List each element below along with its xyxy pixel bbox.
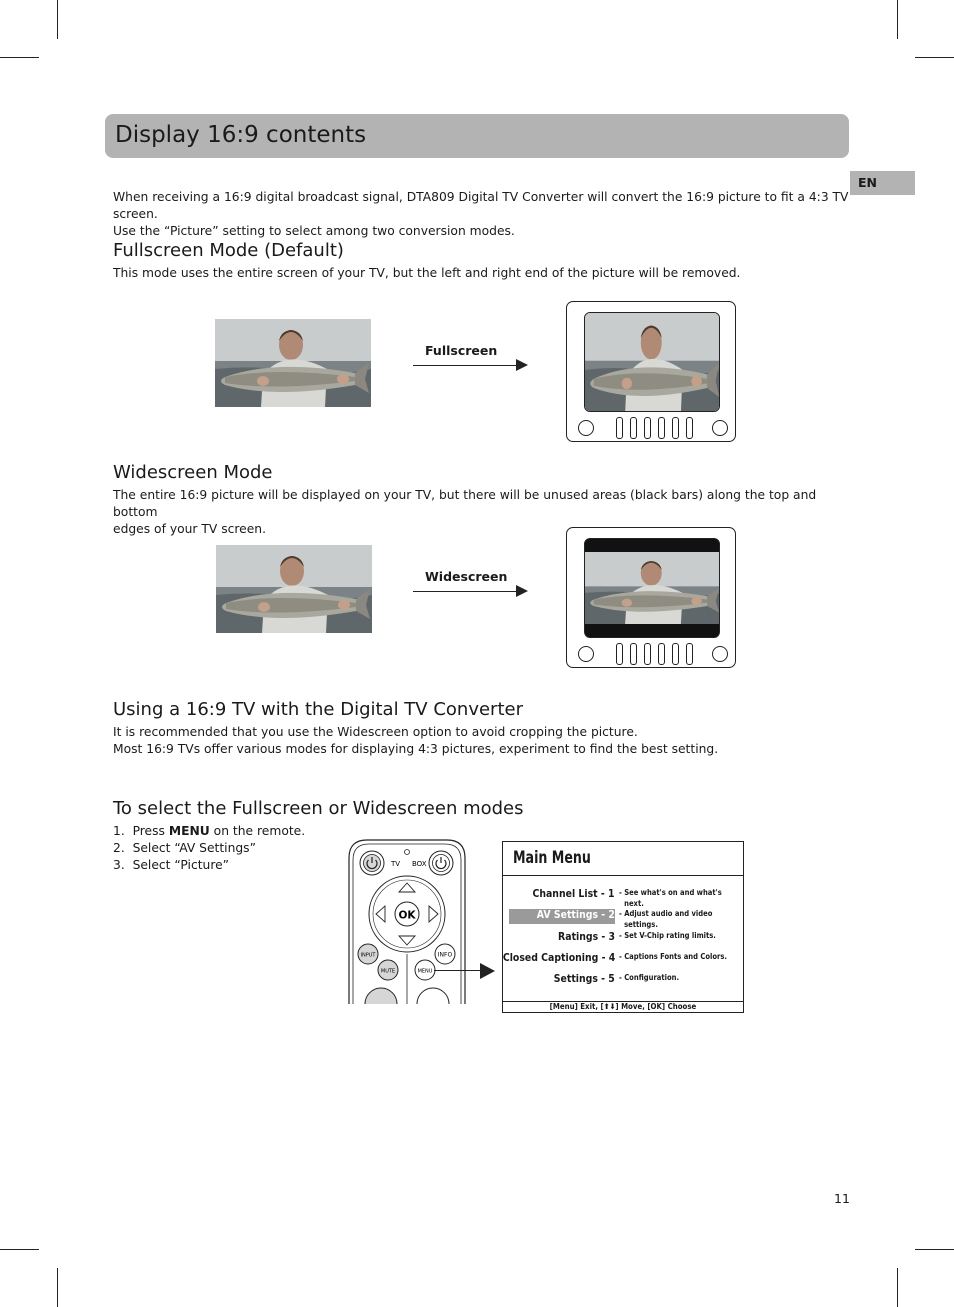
- fullscreen-heading: Fullscreen Mode (Default): [113, 240, 344, 261]
- tv-slot-icon: [658, 643, 665, 665]
- step-number: 3.: [113, 858, 125, 872]
- step-item: [113, 840, 305, 857]
- arrow-right-icon: [480, 963, 495, 979]
- tv-screen: [584, 312, 720, 412]
- select-heading: To select the Fullscreen or Widescreen modes: [113, 798, 524, 819]
- menu-divider: [503, 875, 743, 876]
- tv-widescreen: [566, 527, 736, 668]
- widescreen-arrow-line: [413, 591, 517, 592]
- tv-slot-icon: [686, 417, 693, 439]
- menu-item-settings[interactable]: [503, 972, 743, 988]
- tv-slot-icon: [644, 643, 651, 665]
- tv-slot-icon: [630, 417, 637, 439]
- tv-label: TV: [391, 860, 401, 868]
- main-menu-screen: [502, 841, 744, 1013]
- crop-mark: [897, 1268, 898, 1307]
- box-label: BOX: [412, 860, 427, 868]
- tv-knob-icon: [578, 646, 594, 662]
- mute-label: MUTE: [380, 968, 396, 975]
- info-label: INFO: [437, 951, 453, 959]
- crop-mark: [915, 1249, 954, 1250]
- language-tab: [850, 171, 915, 195]
- using-text: [113, 724, 853, 758]
- crop-mark: [897, 0, 898, 39]
- ok-label: OK: [398, 909, 416, 922]
- using-heading: Using a 16:9 TV with the Digital TV Converter: [113, 699, 523, 720]
- step-number: 2.: [113, 841, 125, 855]
- crop-mark: [915, 57, 954, 58]
- menu-label: MENU: [417, 968, 433, 975]
- tv-slot-icon: [644, 417, 651, 439]
- menu-item-desc: - Adjust audio and video settings.: [619, 909, 713, 929]
- step-text: Select “AV Settings”: [132, 841, 256, 855]
- using-text-line: It is recommended that you use the Widescreen option to avoid cropping the picture.: [113, 725, 638, 739]
- arrow-right-icon: [516, 359, 528, 371]
- tv-slot-icon: [630, 643, 637, 665]
- widescreen-text: [113, 487, 853, 538]
- tv-screen: [584, 538, 720, 638]
- tv-fullscreen: [566, 301, 736, 442]
- menu-item-desc: - Captions Fonts and Colors.: [619, 952, 728, 961]
- menu-item-label: Channel List - 1: [532, 887, 615, 900]
- menu-footer: [Menu] Exit, [⬆⬇] Move, [OK] Choose: [549, 1002, 697, 1011]
- fullscreen-arrow-line: [413, 365, 517, 366]
- remote-illustration: [345, 836, 470, 1006]
- menu-item-ratings[interactable]: [503, 930, 743, 946]
- menu-item-label: Settings - 5: [553, 972, 615, 985]
- step-text: Press: [132, 824, 169, 838]
- menu-item-label: Closed Captioning - 4: [502, 951, 615, 964]
- tv-slot-icon: [672, 643, 679, 665]
- tv-knob-icon: [712, 646, 728, 662]
- menu-item-desc: - Set V-Chip rating limits.: [619, 931, 716, 940]
- tv-slot-icon: [616, 417, 623, 439]
- menu-item-desc: - See what's on and what's next.: [619, 888, 722, 908]
- crop-mark: [0, 1249, 39, 1250]
- tv-power-button[interactable]: [360, 851, 384, 875]
- box-power-button[interactable]: [429, 851, 453, 875]
- input-label: INPUT: [360, 952, 376, 959]
- widescreen-text-line: edges of your TV screen.: [113, 522, 266, 536]
- source-photo-widescreen: [216, 545, 372, 633]
- arrow-right-icon: [516, 585, 528, 597]
- menu-item-label: Ratings - 3: [557, 930, 615, 943]
- tv-slot-icon: [658, 417, 665, 439]
- tv-knob-icon: [712, 420, 728, 436]
- menu-item-av-settings[interactable]: [503, 908, 743, 929]
- source-photo-fullscreen: [215, 319, 371, 407]
- intro-line: When receiving a 16:9 digital broadcast signal, DTA809 Digital TV Converter will convert the 16:9 picture to fit a 4:3 TV screen.: [113, 190, 849, 221]
- page-number: 11: [834, 1191, 850, 1206]
- step-text: Select “Picture”: [132, 858, 230, 872]
- using-text-line: Most 16:9 TVs offer various modes for displaying 4:3 pictures, experiment to find the best setting.: [113, 742, 719, 756]
- crop-mark: [57, 1268, 58, 1307]
- fullscreen-text: This mode uses the entire screen of your TV, but the left and right end of the picture will be removed.: [113, 266, 741, 280]
- page-title: Display 16:9 contents: [115, 122, 367, 148]
- tv-slot-icon: [686, 643, 693, 665]
- menu-arrow-line: [434, 970, 482, 971]
- step-number: 1.: [113, 824, 125, 838]
- menu-item-closed-captioning[interactable]: [503, 951, 743, 967]
- intro-line: Use the “Picture” setting to select among two conversion modes.: [113, 224, 515, 238]
- tv-knob-icon: [578, 420, 594, 436]
- widescreen-arrow-label: Widescreen: [425, 569, 508, 584]
- main-menu-title: Main Menu: [513, 848, 591, 867]
- menu-item-label: AV Settings - 2: [536, 908, 615, 921]
- step-item: [113, 823, 305, 840]
- menu-item-desc: - Configuration.: [619, 973, 680, 982]
- language-label: EN: [858, 175, 878, 190]
- menu-item-channel-list[interactable]: [503, 887, 743, 908]
- tv-slot-icon: [672, 417, 679, 439]
- title-bar: [105, 114, 849, 158]
- intro-text: [113, 189, 853, 240]
- widescreen-heading: Widescreen Mode: [113, 462, 273, 483]
- step-text: on the remote.: [209, 824, 306, 838]
- widescreen-text-line: The entire 16:9 picture will be displayed on your TV, but there will be unused areas (black bars) along the top and bottom: [113, 488, 817, 519]
- tv-slot-icon: [616, 643, 623, 665]
- step-item: [113, 857, 305, 874]
- crop-mark: [57, 0, 58, 39]
- crop-mark: [0, 57, 39, 58]
- fullscreen-arrow-label: Fullscreen: [425, 343, 498, 358]
- steps-list: [113, 823, 305, 874]
- step-key: MENU: [168, 824, 210, 838]
